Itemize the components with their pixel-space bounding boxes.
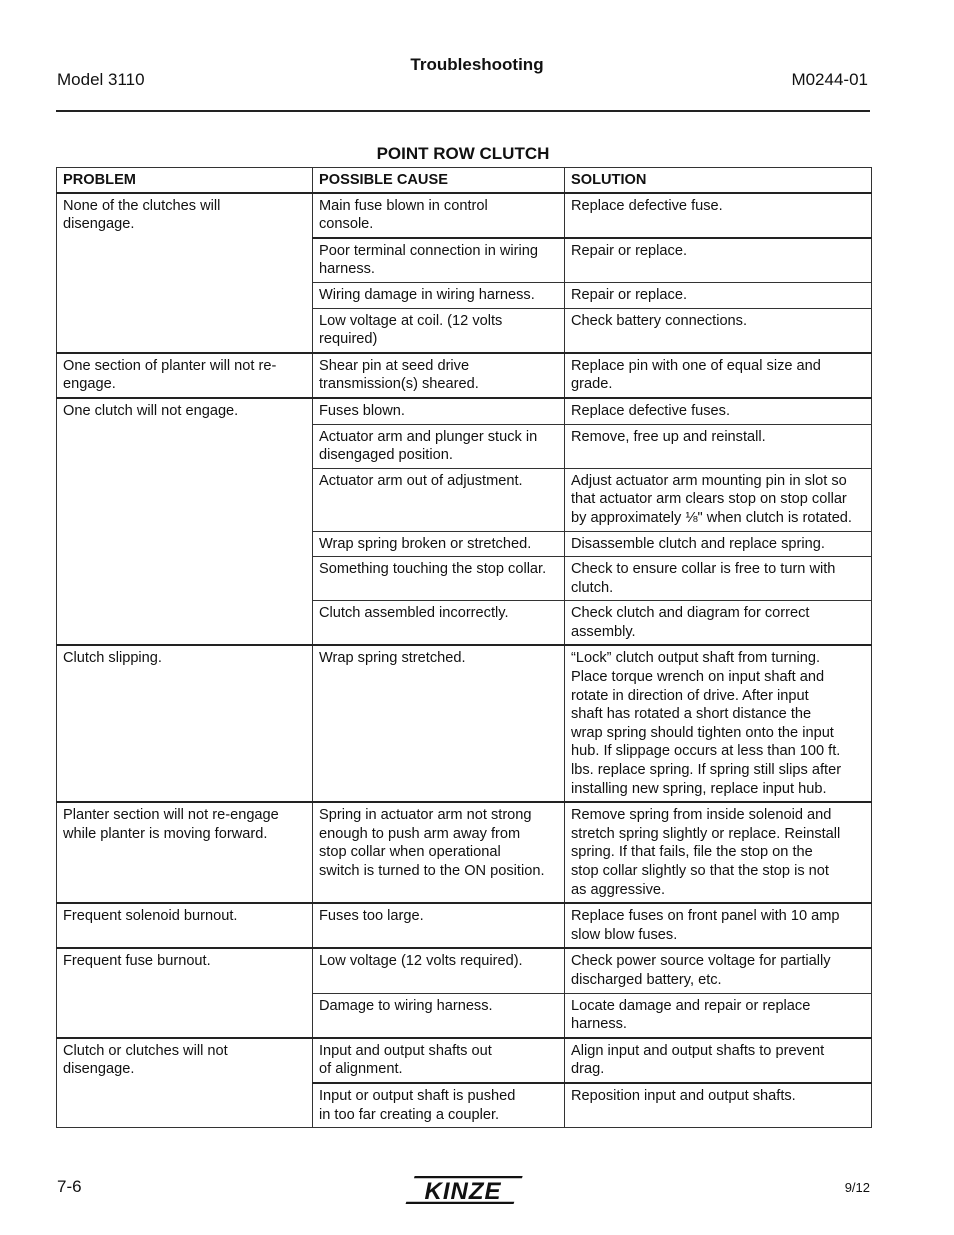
cell-possible-cause: Wiring damage in wiring harness. bbox=[313, 282, 565, 308]
kinze-logo-text: KINZE bbox=[424, 1178, 502, 1205]
revision-date: 9/12 bbox=[844, 1180, 870, 1195]
cell-possible-cause: Damage to wiring harness. bbox=[313, 993, 565, 1038]
cell-problem: Clutch slipping. bbox=[57, 645, 313, 802]
header-rule bbox=[56, 110, 870, 112]
cell-solution: Check battery connections. bbox=[565, 308, 872, 353]
cell-possible-cause: Main fuse blown in control console. bbox=[313, 193, 565, 238]
cell-possible-cause: Actuator arm out of adjustment. bbox=[313, 468, 565, 531]
column-header-solution: SOLUTION bbox=[565, 168, 872, 193]
table-row bbox=[57, 193, 872, 238]
cell-possible-cause: Clutch assembled incorrectly. bbox=[313, 601, 565, 646]
page-number: 7-6 bbox=[57, 1177, 82, 1196]
cell-solution: Adjust actuator arm mounting pin in slot so that actuator arm clears stop on stop collar by approximately ⅛" when clutch is rotated. bbox=[565, 468, 872, 531]
cell-possible-cause: Low voltage (12 volts required). bbox=[313, 948, 565, 993]
cell-solution: Align input and output shafts to prevent drag. bbox=[565, 1038, 872, 1083]
header-doc-number: M0244-01 bbox=[791, 70, 868, 89]
column-header-possible-cause: POSSIBLE CAUSE bbox=[313, 168, 565, 193]
cell-solution: Check clutch and diagram for correct assembly. bbox=[565, 601, 872, 646]
table-body bbox=[57, 193, 872, 1128]
cell-solution: Replace defective fuse. bbox=[565, 193, 872, 238]
cell-possible-cause: Input or output shaft is pushed in too far creating a coupler. bbox=[313, 1083, 565, 1128]
cell-problem: Frequent solenoid burnout. bbox=[57, 903, 313, 948]
table-row bbox=[57, 802, 872, 903]
table-title: POINT ROW CLUTCH bbox=[376, 144, 550, 163]
troubleshooting-table bbox=[56, 167, 872, 1128]
table-header-row bbox=[57, 168, 872, 193]
cell-solution: Check to ensure collar is free to turn with clutch. bbox=[565, 557, 872, 601]
table-row bbox=[57, 1038, 872, 1083]
cell-solution: “Lock” clutch output shaft from turning. Place torque wrench on input shaft and rotate in direction of drive. After input shaft has rotated a short distance the wrap spring should tighten onto the input hub. If slippage occurs at less than 100 ft. lbs. replace spring. If spring still slips after installing new spring, replace input hub. bbox=[565, 645, 872, 802]
header-model: Model 3110 bbox=[57, 70, 145, 89]
cell-solution: Replace fuses on front panel with 10 amp slow blow fuses. bbox=[565, 903, 872, 948]
cell-solution: Reposition input and output shafts. bbox=[565, 1083, 872, 1128]
cell-solution: Disassemble clutch and replace spring. bbox=[565, 531, 872, 557]
table-row bbox=[57, 353, 872, 398]
cell-problem: One section of planter will not re- engage. bbox=[57, 353, 313, 398]
cell-solution: Replace defective fuses. bbox=[565, 398, 872, 424]
cell-solution: Replace pin with one of equal size and grade. bbox=[565, 353, 872, 398]
cell-possible-cause: Something touching the stop collar. bbox=[313, 557, 565, 601]
cell-problem: Frequent fuse burnout. bbox=[57, 948, 313, 1037]
cell-solution: Repair or replace. bbox=[565, 282, 872, 308]
cell-problem: Clutch or clutches will not disengage. bbox=[57, 1038, 313, 1128]
cell-problem: Planter section will not re-engage while planter is moving forward. bbox=[57, 802, 313, 903]
cell-possible-cause: Shear pin at seed drive transmission(s) sheared. bbox=[313, 353, 565, 398]
table-row bbox=[57, 645, 872, 802]
cell-possible-cause: Low voltage at coil. (12 volts required) bbox=[313, 308, 565, 353]
column-header-problem: PROBLEM bbox=[57, 168, 313, 193]
cell-possible-cause: Spring in actuator arm not strong enough to push arm away from stop collar when operational switch is turned to the ON position. bbox=[313, 802, 565, 903]
cell-possible-cause: Wrap spring stretched. bbox=[313, 645, 565, 802]
table-row bbox=[57, 948, 872, 993]
cell-possible-cause: Actuator arm and plunger stuck in disengaged position. bbox=[313, 424, 565, 468]
cell-possible-cause: Wrap spring broken or stretched. bbox=[313, 531, 565, 557]
cell-possible-cause: Fuses too large. bbox=[313, 903, 565, 948]
header-section-title: Troubleshooting bbox=[410, 55, 544, 74]
cell-solution: Remove, free up and reinstall. bbox=[565, 424, 872, 468]
cell-possible-cause: Input and output shafts out of alignment. bbox=[313, 1038, 565, 1083]
table-row bbox=[57, 903, 872, 948]
cell-possible-cause: Poor terminal connection in wiring harness. bbox=[313, 238, 565, 283]
cell-solution: Check power source voltage for partially discharged battery, etc. bbox=[565, 948, 872, 993]
kinze-logo bbox=[403, 1175, 523, 1205]
table-row bbox=[57, 398, 872, 424]
cell-solution: Repair or replace. bbox=[565, 238, 872, 283]
cell-possible-cause: Fuses blown. bbox=[313, 398, 565, 424]
cell-problem: None of the clutches will disengage. bbox=[57, 193, 313, 353]
cell-solution: Remove spring from inside solenoid and stretch spring slightly or replace. Reinstall spring. If that fails, file the stop on the stop collar slightly so that the stop is not as aggressive. bbox=[565, 802, 872, 903]
cell-solution: Locate damage and repair or replace harness. bbox=[565, 993, 872, 1038]
cell-problem: One clutch will not engage. bbox=[57, 398, 313, 646]
